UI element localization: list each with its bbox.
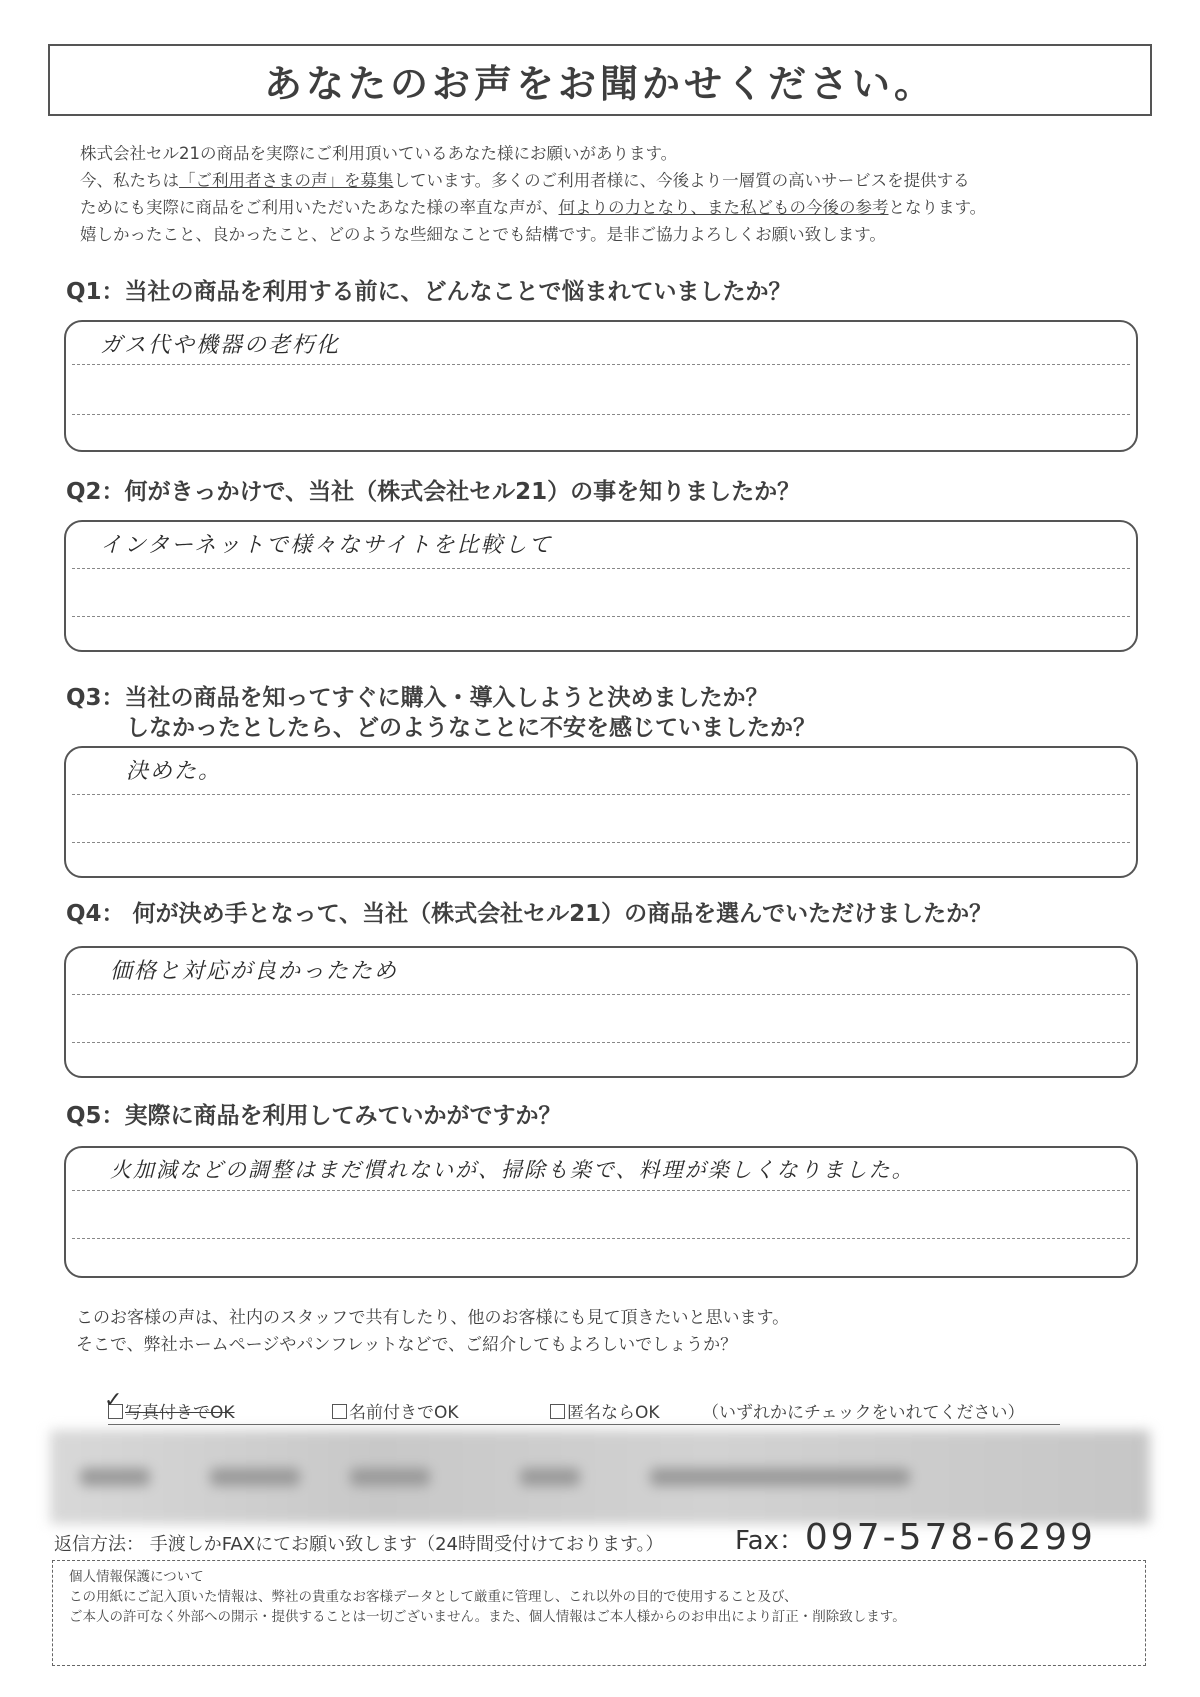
redacted-customer-info [50,1430,1150,1524]
redacted-mark [520,1468,580,1486]
question-5: Q5：実際に商品を利用してみていかがですか？ [66,1103,562,1129]
answer-1-text: ガス代や機器の老朽化 [100,333,341,358]
question-4: Q4： 何が決め手となって、当社（株式会社セル21）の商品を選んでいただけましたか？ [66,901,993,927]
option-photo[interactable] [104,1388,235,1423]
answer-3-text: 決めた。 [126,759,223,784]
answer-box-4[interactable] [64,946,1138,1078]
permission-options [104,1388,1060,1425]
answer-box-2[interactable] [64,520,1138,652]
intro-line-4: 嬉しかったこと、良かったこと、どのような些細なことでも結構です。是非ご協力よろしくお願い致します。 [80,225,886,244]
answer-line [72,1238,1130,1239]
redacted-mark [350,1468,430,1486]
answer-line [72,568,1130,569]
intro-line-3-highlight: 何よりの力となり、また私どもの今後の参考 [558,198,889,217]
answer-line [72,794,1130,795]
intro-text [80,140,1160,248]
answer-line [72,364,1130,365]
answer-line [72,616,1130,617]
redacted-mark [80,1468,150,1486]
option-name[interactable] [332,1398,459,1423]
option-name-label: 名前付きでOK [349,1403,459,1423]
answer-box-1[interactable] [64,320,1138,452]
question-3: Q3：当社の商品を知ってすぐに購入・導入しようと決めましたか？ [66,685,769,711]
intro-line-3-c: となります。 [888,198,987,217]
option-anon[interactable] [550,1398,660,1423]
answer-4-text: 価格と対応が良かったため [110,959,399,984]
intro-line-2 [80,167,1160,194]
intro-line-2-a: 今、私たちは [80,171,179,190]
answer-line [72,842,1130,843]
title-box [48,44,1152,116]
share-request [76,1305,789,1359]
answer-line [72,1190,1130,1191]
reply-method: 返信方法： 手渡しかFAXにてお願い致します（24時間受付けております。） [54,1534,664,1555]
privacy-line-1: この用紙にご記入頂いた情報は、弊社の貴重なお客様データとして厳重に管理し、これ以外の目的で使用すること及び、 [69,1589,798,1605]
privacy-line-2: ご本人の許可なく外部への開示・提供することは一切ございません。また、個人情報はご本人様からのお申出により訂正・削除致します。 [69,1609,906,1625]
option-anon-label: 匿名ならOK [567,1403,660,1423]
question-1: Q1：当社の商品を利用する前に、どんなことで悩まれていましたか？ [66,279,792,305]
intro-line-3 [80,194,1160,221]
redacted-mark [650,1468,910,1486]
option-note: （いずれかにチェックをいれてください） [702,1403,1025,1423]
page-title: あなたのお声をお聞かせください。 [263,61,936,106]
answer-line [72,1042,1130,1043]
checkmark-icon: ✓ [104,1388,123,1413]
answer-5-text: 火加減などの調整はまだ慣れないが、掃除も楽で、料理が楽しくなりました。 [110,1158,915,1182]
checkbox-name[interactable] [332,1404,347,1419]
share-line-1: このお客様の声は、社内のスタッフで共有したり、他のお客様にも見て頂きたいと思います。 [76,1308,790,1328]
intro-line-3-a: ためにも実際に商品をご利用いただいたあなた様の率直な声が、 [80,198,559,217]
redacted-mark [210,1468,300,1486]
privacy-notice [52,1560,1146,1666]
answer-line [72,414,1130,415]
question-2: Q2：何がきっかけで、当社（株式会社セル21）の事を知りましたか？ [66,479,801,505]
question-3-line-2: しなかったとしたら、どのようなことに不安を感じていましたか？ [126,715,816,741]
answer-line [72,994,1130,995]
intro-line-1: 株式会社セル21の商品を実際にご利用頂いているあなた様にお願いがあります。 [80,144,678,163]
answer-2-text: インターネットで様々なサイトを比較して [100,533,553,558]
fax-number: 097-578-6299 [804,1517,1096,1558]
fax-number-block [735,1517,1096,1558]
fax-label: Fax： [735,1526,805,1556]
intro-line-2-c: しています。多くのご利用者様に、今後より一層質の高いサービスを提供する [393,171,970,190]
answer-box-3[interactable] [64,746,1138,878]
checkbox-anon[interactable] [550,1404,565,1419]
intro-line-2-highlight: 「ご利用者さまの声」を募集 [179,171,394,190]
option-photo-label: 写真付きでOK [125,1403,235,1423]
answer-box-5[interactable] [64,1146,1138,1278]
privacy-heading: 個人情報保護について [69,1569,204,1585]
share-line-2: そこで、弊社ホームページやパンフレットなどで、ご紹介してもよろしいでしょうか？ [76,1335,738,1355]
